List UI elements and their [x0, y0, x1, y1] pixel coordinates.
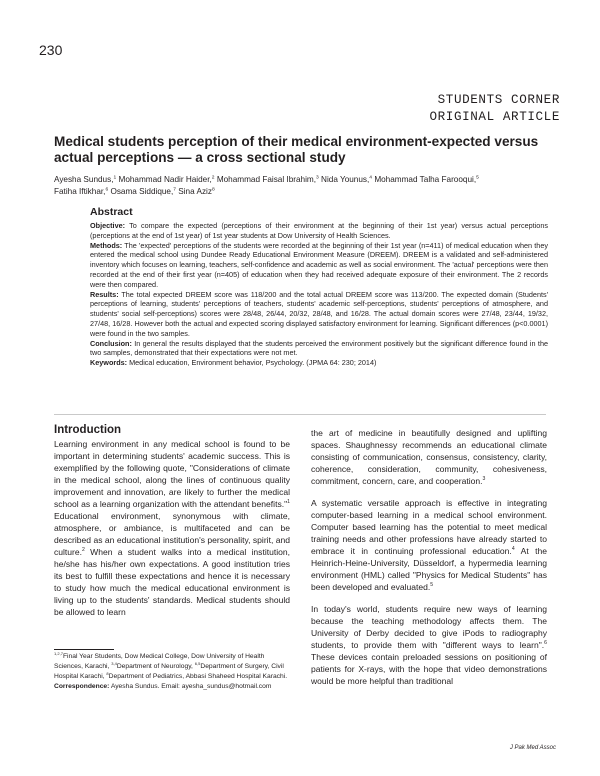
abstract-heading: Abstract: [90, 206, 133, 218]
author: Osama Siddique,$^7$: [110, 187, 176, 196]
author: Mohammad Talha Farooqui,$^5$: [374, 175, 479, 184]
right-column: [311, 427, 547, 697]
paragraph: the art of medicine in beautifully designed and uplifting spaces. Shaughnessy recommends an educational climate consisting of communication, consensus, consistency, clarity, coherence, consideration, community, cohesiveness, commitment, concern, care, and cooperation.$^3$: [311, 428, 547, 486]
abstract-conclusion: Conclusion: In general the results displayed that the students perceived the environment positively but the significant difference found in the two samples, demonstrated that their expectations were not met.: [90, 338, 549, 358]
author: Mohammad Nadir Haider,$^2$: [118, 175, 215, 184]
section-label-original-article: ORIGINAL ARTICLE: [429, 110, 560, 124]
page-number: 230: [39, 42, 63, 58]
paragraph: A systematic versatile approach is effective in integrating computer-based learning in a medical school environment. Computer based learning has the potential to meet medical training needs and other professions have already started to embrace it in continuing professional education.$^4$ At the Heinrich-Heine-University, Düsseldorf, a hypermedia learning environment (HML) called "Physics for Medical Students" has been developed and evaluated.$^5$: [311, 498, 548, 592]
abstract-results: Results: The total expected DREEM score was 118/200 and the total actual DREEM score was 113/200. The expected domain (Students' perceptions of learning, students' perceptions of teachers, students' academic self-perceptions, students' perceptions of atmosphere, and students' social self-perceptions) scores were 28/48, 26/44, 20/32, 28/48, and 16/28. The actual domain scores were 27/48, 23/44, 19/32, 27/48, 16/28. However both the actual and expected scoring displayed satisfactory environment for learning. Significant differences (p<0.0001) were found in the two samples.: [90, 289, 548, 338]
abstract-divider: [54, 414, 546, 415]
article-title: Medical students perception of their medical environment-expected versus actual perceptions — a cross sectional study: [54, 134, 539, 165]
abstract-body: [90, 221, 548, 368]
abstract-objective: Objective: To compare the expected (perceptions of their environment at the beginning of their 1st year) versus actual perceptions (perceptions at the end of 1st year) of 1st year students at Dow University of Health Sciences.: [90, 221, 548, 240]
affiliations: $^{1,2,7}$Final Year Students, Dow Medical College, Dow University of Health Sciences, Karachi, $^{3,4}$Department of Neurology, $^{6,5}$Department of Surgery, Civil Hospital Karachi, $^8$Department of Pediatrics, Abbasi Shaheed Hospital Karachi.: [54, 650, 288, 680]
paragraph: Learning environment in any medical school is found to be important in determining students' academic success. This is exemplified by the following quote, "Considerations of climate in the medical school, along the lines of continuous quality improvement and innovation, are likely to further the medical school as a learning organization with the attendant benefits."$^1$ Educational environment, synonymous with climate, atmosphere, or ambiance, is multifaceted and can be described as an educational institution's personality, spirit, and culture.$^2$ When a student walks into a medical institution, he/she has his/her own expectations. A good institution tries its best to fulfill these expectations and hence it is necessary to study how much the medical educational environment is living up to the students' standards. Medical students should be allowed to learn: [54, 439, 290, 617]
abstract-keywords: Keywords: Medical education, Environment behavior, Psychology. (JPMA 64: 230; 2014): [90, 358, 377, 368]
section-label-students-corner: STUDENTS CORNER: [437, 93, 560, 107]
journal-footer: J Pak Med Assoc: [509, 745, 556, 751]
author-list: [54, 174, 564, 198]
abstract-methods: Methods: The 'expected' perceptions of the students were recorded at the beginning of their 1st year (n=411) of medical education when they entered the medical school using Dundee Ready Educational Environment Measure (DREEM). DREEM is a validated and self-administered inventory which focuses on learning, teachers, self-confidence and academic as well as social environment. The 'actual' perceptions were then recorded at the end of their first year (n=405) of education when they had received adequate exposure of their environment. The 2 records were then compared.: [90, 240, 548, 289]
footnotes: [54, 652, 294, 692]
author: Nida Younus,$^4$: [321, 175, 373, 184]
footnote-divider: [54, 649, 114, 650]
author: Mohammad Faisal Ibrahim,$^3$: [216, 175, 319, 184]
correspondence: Correspondence: Ayesha Sundus. Email: ayesha_sundus@hotmail.com: [54, 683, 272, 690]
author: Ayesha Sundus,$^1$: [54, 175, 117, 184]
author: Sina Aziz$^8$: [178, 187, 215, 196]
author: Fatiha Iftikhar,$^6$: [54, 187, 109, 196]
paragraph: In today's world, students require new ways of learning because the teaching methodology affects them. The University of Derby decided to give iPods to radiography students, to provide them with "different ways to learn".$^6$ These devices contain preloaded sessions on positioning of patients for X-rays, with the hope that video demonstrations would be more helpful than traditional: [311, 604, 547, 686]
left-column: [54, 438, 290, 628]
introduction-heading: Introduction: [54, 424, 122, 436]
